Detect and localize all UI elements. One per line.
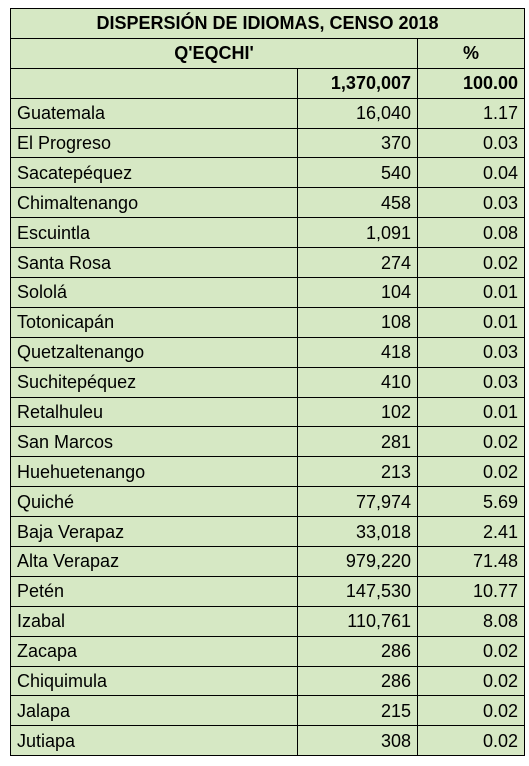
speaker-percent: 0.02 (418, 726, 525, 756)
department-name: Sacatepéquez (11, 158, 298, 188)
department-name: Santa Rosa (11, 248, 298, 278)
table-row (11, 517, 525, 547)
header-row (11, 38, 525, 68)
speaker-percent: 10.77 (418, 576, 525, 606)
department-name: Retalhuleu (11, 397, 298, 427)
speaker-count: 410 (298, 367, 418, 397)
table-row (11, 307, 525, 337)
speaker-count: 213 (298, 457, 418, 487)
speaker-count: 281 (298, 427, 418, 457)
department-name: Guatemala (11, 98, 298, 128)
department-name: Huehuetenango (11, 457, 298, 487)
department-name: Totonicapán (11, 307, 298, 337)
speaker-percent: 0.01 (418, 307, 525, 337)
speaker-count: 215 (298, 696, 418, 726)
speaker-count: 308 (298, 726, 418, 756)
speaker-percent: 5.69 (418, 487, 525, 517)
department-name: Chimaltenango (11, 188, 298, 218)
speaker-count: 1,091 (298, 218, 418, 248)
speaker-count: 286 (298, 636, 418, 666)
table-row (11, 487, 525, 517)
speaker-count: 274 (298, 248, 418, 278)
department-name: Quiché (11, 487, 298, 517)
speaker-count: 418 (298, 337, 418, 367)
speaker-count: 147,530 (298, 576, 418, 606)
speaker-percent: 0.02 (418, 666, 525, 696)
speaker-count: 458 (298, 188, 418, 218)
department-name: El Progreso (11, 128, 298, 158)
department-name: Quetzaltenango (11, 337, 298, 367)
table-row (11, 457, 525, 487)
speaker-count: 370 (298, 128, 418, 158)
table-row (11, 128, 525, 158)
speaker-count: 104 (298, 278, 418, 308)
speaker-percent: 0.02 (418, 696, 525, 726)
table-row (11, 158, 525, 188)
department-name: San Marcos (11, 427, 298, 457)
table-row (11, 696, 525, 726)
speaker-percent: 0.03 (418, 337, 525, 367)
speaker-count: 979,220 (298, 547, 418, 577)
speaker-percent: 0.01 (418, 278, 525, 308)
speaker-count: 16,040 (298, 98, 418, 128)
speaker-count: 286 (298, 666, 418, 696)
total-label (11, 68, 298, 98)
speaker-percent: 0.03 (418, 188, 525, 218)
speaker-count: 33,018 (298, 517, 418, 547)
table-row (11, 547, 525, 577)
table-row (11, 397, 525, 427)
department-name: Baja Verapaz (11, 517, 298, 547)
title-row (11, 9, 525, 39)
department-name: Jutiapa (11, 726, 298, 756)
speaker-percent: 0.03 (418, 367, 525, 397)
speaker-percent: 2.41 (418, 517, 525, 547)
table-row (11, 98, 525, 128)
table-row (11, 636, 525, 666)
table-row (11, 337, 525, 367)
language-header: Q'EQCHI' (11, 38, 418, 68)
speaker-percent: 0.08 (418, 218, 525, 248)
department-name: Sololá (11, 278, 298, 308)
speaker-percent: 0.02 (418, 427, 525, 457)
speaker-percent: 0.01 (418, 397, 525, 427)
department-name: Petén (11, 576, 298, 606)
department-name: Escuintla (11, 218, 298, 248)
speaker-percent: 0.02 (418, 636, 525, 666)
department-name: Alta Verapaz (11, 547, 298, 577)
total-count: 1,370,007 (298, 68, 418, 98)
table-row (11, 606, 525, 636)
speaker-percent: 0.04 (418, 158, 525, 188)
speaker-percent: 0.02 (418, 457, 525, 487)
speaker-percent: 0.03 (418, 128, 525, 158)
table-row (11, 367, 525, 397)
speaker-count: 108 (298, 307, 418, 337)
table-row (11, 248, 525, 278)
speaker-count: 540 (298, 158, 418, 188)
table-row (11, 576, 525, 606)
speaker-count: 77,974 (298, 487, 418, 517)
table-body (11, 9, 525, 756)
speaker-count: 110,761 (298, 606, 418, 636)
speaker-percent: 1.17 (418, 98, 525, 128)
speaker-percent: 8.08 (418, 606, 525, 636)
table-row (11, 278, 525, 308)
department-name: Suchitepéquez (11, 367, 298, 397)
percent-header: % (418, 38, 525, 68)
table-container (10, 8, 525, 756)
speaker-percent: 0.02 (418, 248, 525, 278)
department-name: Chiquimula (11, 666, 298, 696)
table-row (11, 218, 525, 248)
speaker-percent: 71.48 (418, 547, 525, 577)
table-row (11, 188, 525, 218)
department-name: Izabal (11, 606, 298, 636)
total-row (11, 68, 525, 98)
table-title: DISPERSIÓN DE IDIOMAS, CENSO 2018 (11, 9, 525, 39)
table-row (11, 726, 525, 756)
department-name: Zacapa (11, 636, 298, 666)
language-dispersion-table (10, 8, 525, 756)
department-name: Jalapa (11, 696, 298, 726)
speaker-count: 102 (298, 397, 418, 427)
total-percent: 100.00 (418, 68, 525, 98)
table-row (11, 666, 525, 696)
table-row (11, 427, 525, 457)
